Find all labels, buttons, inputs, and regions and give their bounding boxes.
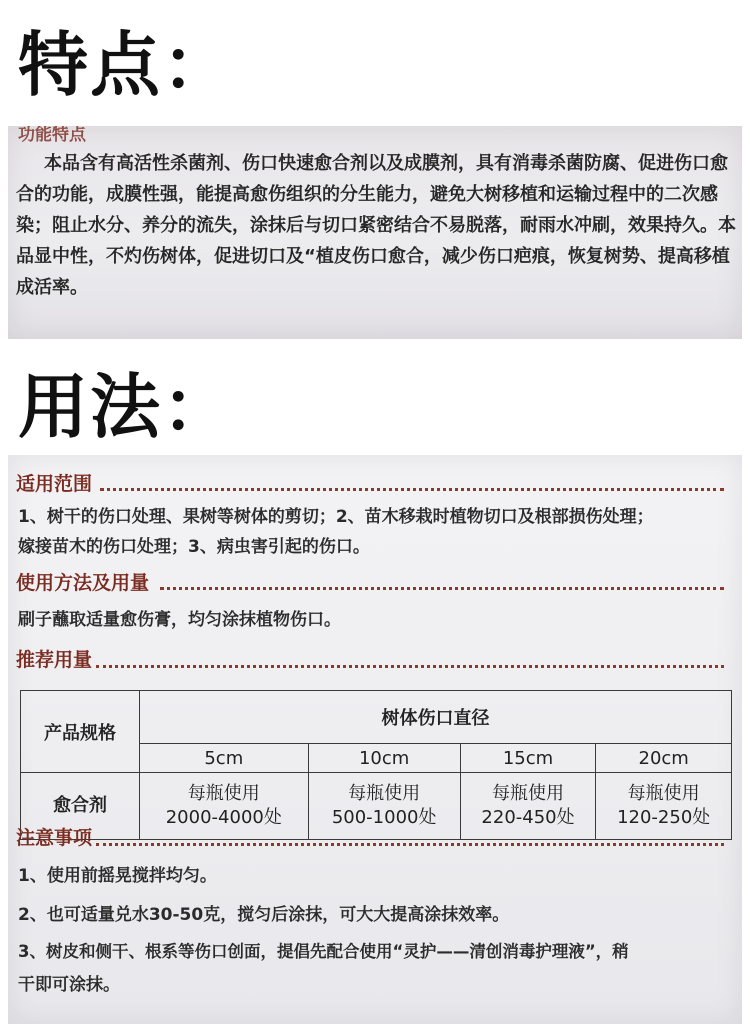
usage-label: 每瓶使用: [348, 783, 421, 804]
notes-line-1: 1、使用前摇晃搅拌均匀。: [18, 866, 217, 886]
table-usage-cell: [140, 773, 309, 840]
notes-section-title: 注意事项: [16, 827, 93, 849]
usage-range: 500-1000处: [331, 807, 437, 828]
usage-heading: 用法：: [18, 366, 234, 448]
table-size-cell: 10cm: [308, 744, 460, 773]
notes-title-divider: [96, 843, 724, 846]
table-product-name: 愈合剂: [21, 773, 140, 840]
usage-range: 120-250处: [617, 807, 711, 828]
scope-line-1: 1、树干的伤口处理、果树等树体的剪切；2、苗木移栽时植物切口及根部损伤处理；: [18, 507, 654, 527]
scope-line-2: 嫁接苗木的伤口处理；3、病虫害引起的伤口。: [18, 537, 370, 557]
method-section-title: 使用方法及用量: [16, 572, 150, 594]
usage-label: 每瓶使用: [187, 783, 260, 804]
table-usage-cell: [460, 773, 596, 840]
notes-line-4: 干即可涂抹。: [18, 975, 120, 995]
usage-range: 220-450处: [481, 807, 575, 828]
table-usage-cell: [308, 773, 460, 840]
dosage-table: [20, 690, 732, 840]
dosage-section-title: 推荐用量: [16, 649, 93, 671]
table-header-spec: 产品规格: [21, 691, 140, 773]
notes-line-2: 2、也可适量兑水30-50克，搅匀后涂抹，可大大提高涂抹效率。: [18, 905, 510, 925]
features-section-title: 功能特点: [18, 126, 86, 145]
usage-label: 每瓶使用: [492, 783, 565, 804]
scope-title-divider: [100, 488, 724, 491]
method-text: 刷子蘸取适量愈伤膏，均匀涂抹植物伤口。: [18, 610, 341, 630]
usage-label-photo: [8, 455, 742, 1024]
features-paragraph: 本品含有高活性杀菌剂、伤口快速愈合剂以及成膜剂，具有消毒杀菌防腐、促进伤口愈合的功能，成膜性强，能提高愈伤组织的分生能力，避免大树移植和运输过程中的二次感染；阻止水分、养分的流失，涂抹后与切口紧密结合不易脱落，耐雨水冲刷，效果持久。本品显中性，不灼伤树体，促进切口及“植皮伤口愈合，减少伤口疤痕，恢复树势、提高移植成活率。: [16, 153, 736, 298]
method-title-divider: [160, 587, 724, 590]
table-header-wound-diameter: 树体伤口直径: [140, 691, 732, 744]
table-usage-cell: [596, 773, 732, 840]
table-size-cell: 5cm: [140, 744, 309, 773]
table-size-cell: 20cm: [596, 744, 732, 773]
table-size-cell: 15cm: [460, 744, 596, 773]
usage-label: 每瓶使用: [627, 783, 700, 804]
dosage-title-divider: [96, 665, 724, 668]
usage-range: 2000-4000处: [165, 807, 282, 828]
features-label-photo: [8, 126, 742, 339]
features-heading: 特点：: [18, 24, 234, 106]
scope-section-title: 适用范围: [16, 473, 93, 495]
notes-line-3: 3、树皮和侧干、根系等伤口创面，提倡先配合使用“灵护——清创消毒护理液”，稍: [18, 942, 629, 961]
